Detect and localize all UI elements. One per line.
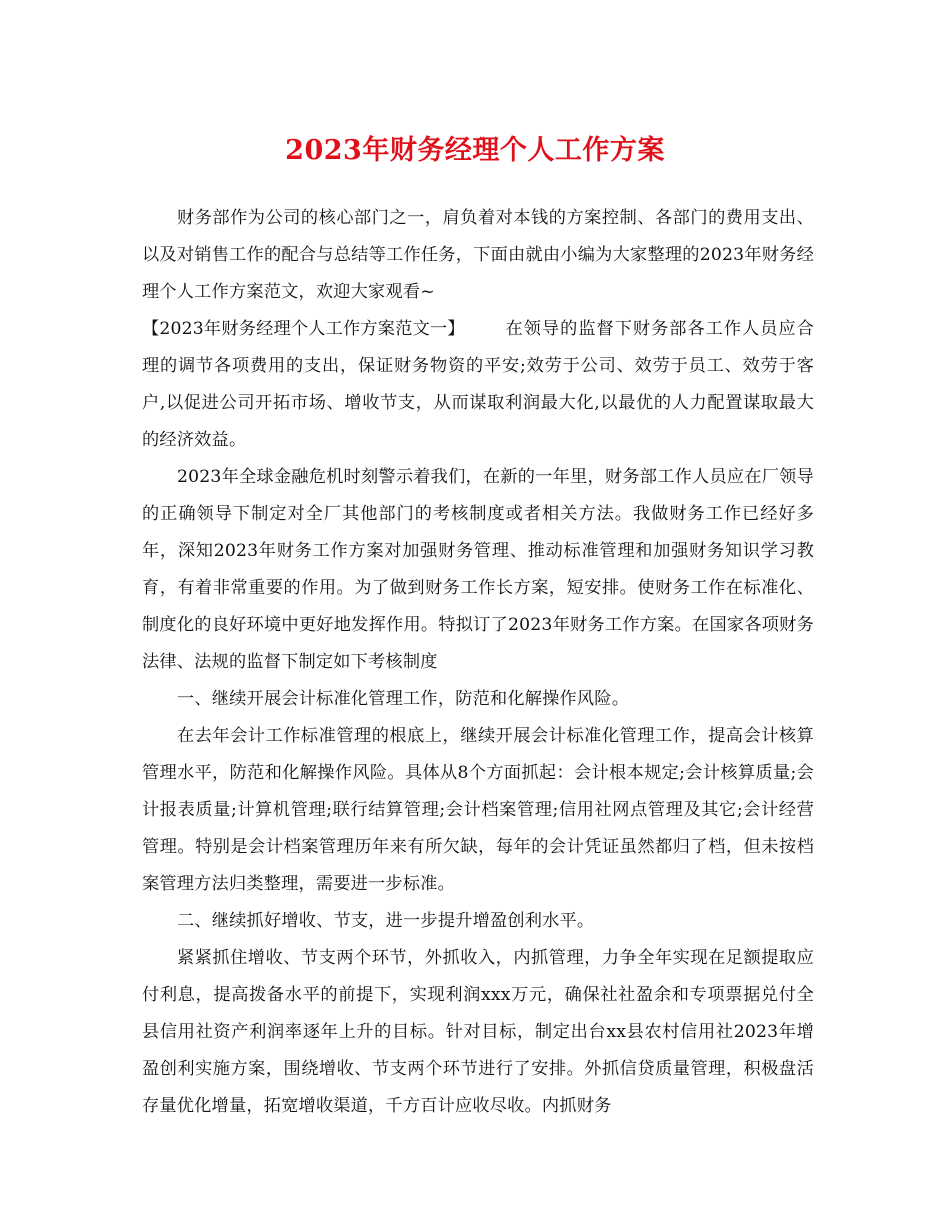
- body-paragraph-2: 在去年会计工作标准管理的根底上，继续开展会计标准化管理工作，提高会计核算管理水平，防范和化解操作风险。具体从8个方面抓起：会计根本规定;会计核算质量;会计报表质量;计算机管理;联行结算管理;会计档案管理;信用社网点管理及其它;会计经营管理。特别是会计档案管理历年来有所欠缺，每年的会计凭证虽然都归了档，但未按档案管理方法归类整理，需要进一步标准。: [142, 726, 814, 894]
- heading-item-2: 二、继续抓好增收、节支，进一步提升增盈创利水平。: [177, 911, 595, 931]
- body-paragraph-1: 2023年全球金融危机时刻警示着我们，在新的一年里，财务部工作人员应在厂领导的正确领导下制定对全厂其他部门的考核制度或者相关方法。我做财务工作已经好多年，深知2023年财务工作方案对加强财务管理、推动标准管理和加强财务知识学习教育，有着非常重要的作用。为了做到财务工作长方案，短安排。使财务工作在标准化、制度化的良好环境中更好地发挥作用。特拟订了2023年财务工作方案。在国家各项财务法律、法规的监督下制定如下考核制度: [142, 467, 814, 672]
- intro-paragraph: 财务部作为公司的核心部门之一，肩负着对本钱的方案控制、各部门的费用支出、以及对销售工作的配合与总结等工作任务，下面由就由小编为大家整理的2023年财务经理个人工作方案范文，欢迎大家观看~: [142, 208, 814, 302]
- section-paragraph: [142, 311, 814, 459]
- document-body: [142, 200, 814, 1125]
- section-text: 在领导的监督下财务部各工作人员应合理的调节各项费用的支出，保证财务物资的平安;效劳于公司、效劳于员工、效劳于客户,以促进公司开拓市场、增收节支，从而谋取利润最大化,以最优的人力配置谋取最大的经济效益。: [142, 319, 814, 450]
- document-title: 2023年财务经理个人工作方案: [285, 135, 665, 166]
- section-heading: 【2023年财务经理个人工作方案范文一】: [142, 319, 465, 339]
- body-paragraph-3: 紧紧抓住增收、节支两个环节，外抓收入，内抓管理，力争全年实现在足额提取应付利息，提高拨备水平的前提下，实现利润xxx万元，确保社社盈余和专项票据兑付全县信用社资产利润率逐年上升的目标。针对目标，制定出台xx县农村信用社2023年增盈创利实施方案，围绕增收、节支两个环节进行了安排。外抓信贷质量管理，积极盘活存量优化增量，拓宽增收渠道，千方百计应收尽收。内抓财务: [142, 948, 814, 1116]
- heading-item-1: 一、继续开展会计标准化管理工作，防范和化解操作风险。: [177, 689, 630, 709]
